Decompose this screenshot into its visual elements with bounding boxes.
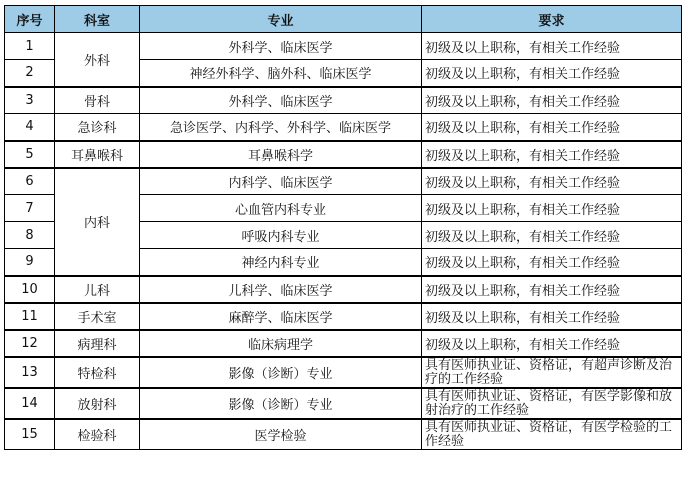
major-cell: 儿科学、临床医学 (140, 276, 422, 303)
dept-cell: 手术室 (55, 303, 140, 330)
requirement-cell: 初级及以上职称，有相关工作经验 (422, 195, 682, 222)
dept-cell: 病理科 (55, 330, 140, 357)
header-no: 序号 (5, 6, 55, 33)
requirement-cell: 初级及以上职称，有相关工作经验 (422, 168, 682, 195)
row-number: 15 (5, 419, 55, 450)
major-cell: 耳鼻喉科学 (140, 141, 422, 168)
row-number: 10 (5, 276, 55, 303)
row-number: 11 (5, 303, 55, 330)
row-number: 13 (5, 357, 55, 388)
major-cell: 急诊医学、内科学、外科学、临床医学 (140, 114, 422, 141)
table-row (5, 276, 682, 303)
major-cell: 呼吸内科专业 (140, 222, 422, 249)
dept-cell: 儿科 (55, 276, 140, 303)
header-major: 专业 (140, 6, 422, 33)
table-row (5, 87, 682, 114)
dept-cell: 耳鼻喉科 (55, 141, 140, 168)
major-cell: 医学检验 (140, 419, 422, 450)
row-number: 2 (5, 60, 55, 87)
row-number: 4 (5, 114, 55, 141)
requirement-cell: 具有医师执业证、资格证，有医学检验的工作经验 (422, 419, 682, 450)
dept-cell: 急诊科 (55, 114, 140, 141)
requirement-cell: 初级及以上职称，有相关工作经验 (422, 114, 682, 141)
header-requirement: 要求 (422, 6, 682, 33)
dept-cell: 骨科 (55, 87, 140, 114)
table-row (5, 303, 682, 330)
dept-cell: 放射科 (55, 388, 140, 419)
requirement-cell: 初级及以上职称，有相关工作经验 (422, 330, 682, 357)
row-number: 7 (5, 195, 55, 222)
major-cell: 心血管内科专业 (140, 195, 422, 222)
major-cell: 外科学、临床医学 (140, 87, 422, 114)
header-row (5, 6, 682, 33)
row-number: 8 (5, 222, 55, 249)
row-number: 6 (5, 168, 55, 195)
major-cell: 外科学、临床医学 (140, 33, 422, 60)
major-cell: 影像（诊断）专业 (140, 357, 422, 388)
major-cell: 神经内科专业 (140, 249, 422, 276)
header-dept: 科室 (55, 6, 140, 33)
dept-cell: 外科 (55, 33, 140, 87)
row-number: 1 (5, 33, 55, 60)
requirement-cell: 初级及以上职称，有相关工作经验 (422, 276, 682, 303)
table-row (5, 141, 682, 168)
table-row (5, 168, 682, 195)
table-row (5, 33, 682, 60)
requirement-cell: 初级及以上职称，有相关工作经验 (422, 33, 682, 60)
table-row (5, 357, 682, 388)
requirement-cell: 初级及以上职称，有相关工作经验 (422, 87, 682, 114)
row-number: 14 (5, 388, 55, 419)
row-number: 12 (5, 330, 55, 357)
recruitment-table (4, 5, 682, 450)
requirement-cell: 具有医师执业证、资格证，有超声诊断及治疗的工作经验 (422, 357, 682, 388)
requirement-cell: 初级及以上职称，有相关工作经验 (422, 222, 682, 249)
table-row (5, 114, 682, 141)
dept-cell: 特检科 (55, 357, 140, 388)
table-row (5, 419, 682, 450)
table-row (5, 330, 682, 357)
major-cell: 临床病理学 (140, 330, 422, 357)
row-number: 9 (5, 249, 55, 276)
requirement-cell: 初级及以上职称，有相关工作经验 (422, 60, 682, 87)
requirement-cell: 初级及以上职称，有相关工作经验 (422, 303, 682, 330)
major-cell: 神经外科学、脑外科、临床医学 (140, 60, 422, 87)
row-number: 5 (5, 141, 55, 168)
major-cell: 麻醉学、临床医学 (140, 303, 422, 330)
major-cell: 内科学、临床医学 (140, 168, 422, 195)
dept-cell: 检验科 (55, 419, 140, 450)
requirement-cell: 初级及以上职称，有相关工作经验 (422, 249, 682, 276)
requirement-cell: 具有医师执业证、资格证，有医学影像和放射治疗的工作经验 (422, 388, 682, 419)
dept-cell: 内科 (55, 168, 140, 276)
table-row (5, 388, 682, 419)
major-cell: 影像（诊断）专业 (140, 388, 422, 419)
row-number: 3 (5, 87, 55, 114)
requirement-cell: 初级及以上职称，有相关工作经验 (422, 141, 682, 168)
